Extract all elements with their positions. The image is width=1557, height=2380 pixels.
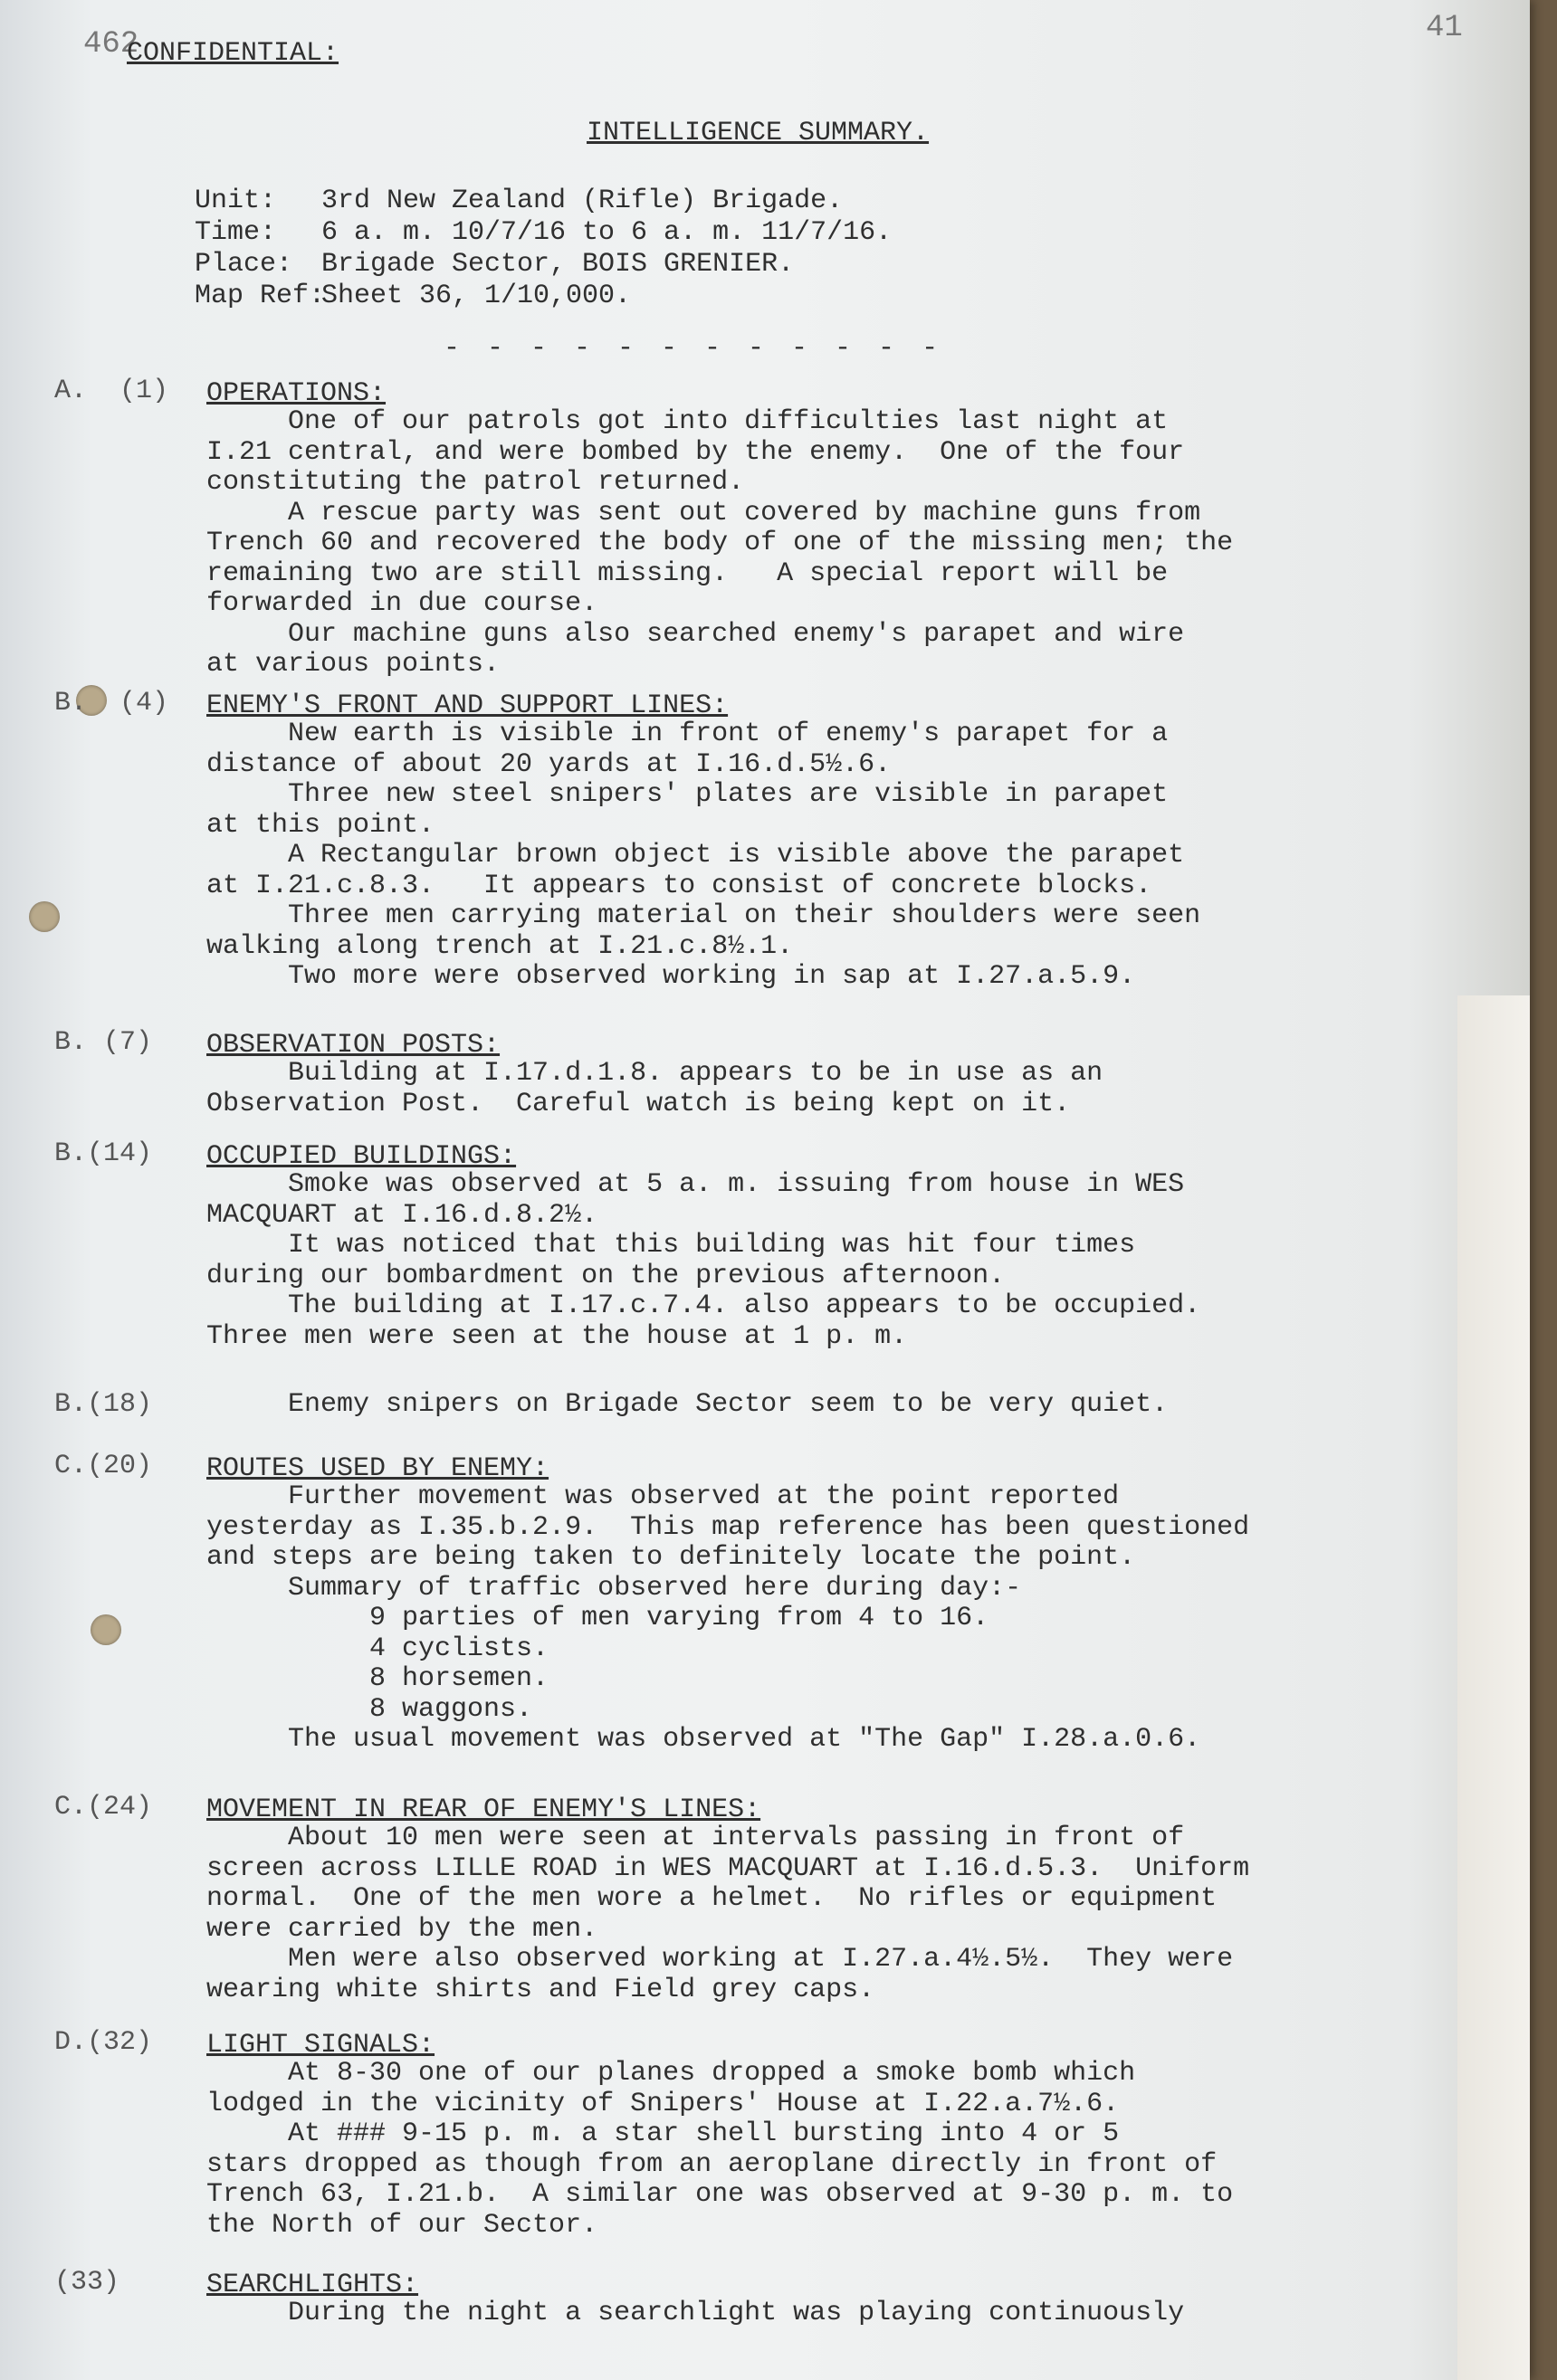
header-value: 6 a. m. 10/7/16 to 6 a. m. 11/7/16. [321,217,893,248]
page-number: 41 [1426,11,1463,45]
body-line: at various points. [206,649,501,680]
section-marker: B.(14) [54,1138,153,1169]
body-line: Two more were observed working in sap at I.27.a.5.9. [206,961,1136,992]
body-line: About 10 men were seen at intervals passing in front of [206,1823,1185,1853]
body-line: during our bombardment on the previous afternoon. [206,1260,1006,1291]
body-line: 9 parties of men varying from 4 to 16. [206,1603,989,1633]
section-heading: LIGHT SIGNALS: [206,2030,435,2061]
section-marker: B. (4) [54,688,169,719]
body-line: were carried by the men. [206,1913,598,1945]
punch-hole [29,901,60,932]
section-marker: C.(20) [54,1451,153,1481]
body-line: Summary of traffic observed here during day:- [206,1572,1022,1604]
body-line: screen across LILLE ROAD in WES MACQUART at I.16.d.5.3. Uniform [206,1852,1250,1884]
body-line: walking along trench at I.21.c.8½.1. [206,930,794,962]
body-line: Our machine guns also searched enemy's parapet and wire [206,618,1185,650]
section-marker: D.(32) [54,2027,153,2058]
body-line: yesterday as I.35.b.2.9. This map reference has been questioned [206,1511,1250,1543]
body-line: Men were also observed working at I.27.a.4½.5½. They were [206,1944,1234,1975]
body-line: remaining two are still missing. A special report will be [206,557,1169,589]
section-heading: OPERATIONS: [206,378,387,409]
body-line: forwarded in due course. [206,588,598,619]
body-line: At 8-30 one of our planes dropped a smoke bomb which [206,2058,1136,2089]
punch-hole [91,1614,121,1645]
body-line: MACQUART at I.16.d.8.2½. [206,1199,598,1231]
body-line: lodged in the vicinity of Snipers' House at I.22.a.7½.6. [206,2088,1120,2119]
header-label: Unit: [195,186,277,216]
section-marker: (33) [54,2267,120,2298]
body-line: Building at I.17.d.1.8. appears to be in use as an [206,1058,1103,1089]
body-line: 4 cyclists. [206,1633,549,1664]
body-line: 8 waggons. [206,1693,533,1725]
handwritten-ref: 462 [83,27,139,62]
body-line: A Rectangular brown object is visible above the parapet [206,840,1185,871]
header-value: 3rd New Zealand (Rifle) Brigade. [321,186,844,216]
body-line: the North of our Sector. [206,2209,598,2241]
section-heading: OBSERVATION POSTS: [206,1030,501,1061]
body-line: I.21 central, and were bombed by the enemy. One of the four [206,436,1185,468]
body-line: A rescue party was sent out covered by machine guns from [206,497,1201,528]
body-line: Three new steel snipers' plates are visible in parapet [206,779,1169,810]
document-title: INTELLIGENCE SUMMARY. [587,118,930,148]
section-heading: OCCUPIED BUILDINGS: [206,1141,517,1172]
body-line: Enemy snipers on Brigade Sector seem to be very quiet. [206,1389,1169,1420]
body-line: Smoke was observed at 5 a. m. issuing from house in WES [206,1169,1185,1200]
body-line: Trench 63, I.21.b. A similar one was observed at 9-30 p. m. to [206,2179,1234,2210]
header-value: Sheet 36, 1/10,000. [321,281,632,311]
header-label: Time: [195,217,277,248]
header-label: Place: [195,249,293,280]
section-heading: MOVEMENT IN REAR OF ENEMY'S LINES: [206,1795,761,1825]
body-line: stars dropped as though from an aeroplane directly in front of [206,2148,1218,2180]
body-line: at I.21.c.8.3. It appears to consist of concrete blocks. [206,870,1152,901]
section-marker: C.(24) [54,1792,153,1823]
body-line: distance of about 20 yards at I.16.d.5½.6. [206,748,892,780]
classification: CONFIDENTIAL: [127,38,339,69]
body-line: Further movement was observed at the point reported [206,1481,1120,1512]
body-line: During the night a searchlight was playing continuously [206,2298,1185,2328]
header-value: Brigade Sector, BOIS GRENIER. [321,249,795,280]
body-line: Trench 60 and recovered the body of one of the missing men; the [206,528,1234,558]
body-line: wearing white shirts and Field grey caps. [206,1974,875,2005]
body-line: and steps are being taken to definitely locate the point. [206,1542,1136,1573]
section-marker: B. (7) [54,1027,153,1058]
body-line: The usual movement was observed at "The Gap" I.28.a.0.6. [206,1724,1201,1755]
body-line: 8 horsemen. [206,1663,549,1694]
body-line: One of our patrols got into difficulties last night at [206,406,1169,437]
body-line: At ### 9-15 p. m. a star shell bursting into 4 or 5 [206,2118,1120,2149]
body-line: Three men were seen at the house at 1 p. m. [206,1320,908,1352]
section-heading: ROUTES USED BY ENEMY: [206,1453,549,1484]
section-heading: ENEMY'S FRONT AND SUPPORT LINES: [206,690,729,721]
header-label: Map Ref: [195,281,326,311]
section-heading: SEARCHLIGHTS: [206,2270,419,2300]
body-line: New earth is visible in front of enemy's parapet for a [206,719,1169,749]
body-line: Observation Post. Careful watch is being kept on it. [206,1088,1071,1119]
body-line: Three men carrying material on their shoulders were seen [206,900,1201,931]
underlying-sheet [1457,995,1530,2380]
header-divider: - - - - - - - - - - - - [444,333,944,364]
body-line: The building at I.17.c.7.4. also appears to be occupied. [206,1290,1201,1321]
section-marker: B.(18) [54,1389,153,1420]
body-line: It was noticed that this building was hit four times [206,1230,1136,1261]
body-line: at this point. [206,809,435,841]
body-line: constituting the patrol returned. [206,467,745,498]
section-marker: A. (1) [54,376,169,406]
body-line: normal. One of the men wore a helmet. No rifles or equipment [206,1883,1218,1914]
